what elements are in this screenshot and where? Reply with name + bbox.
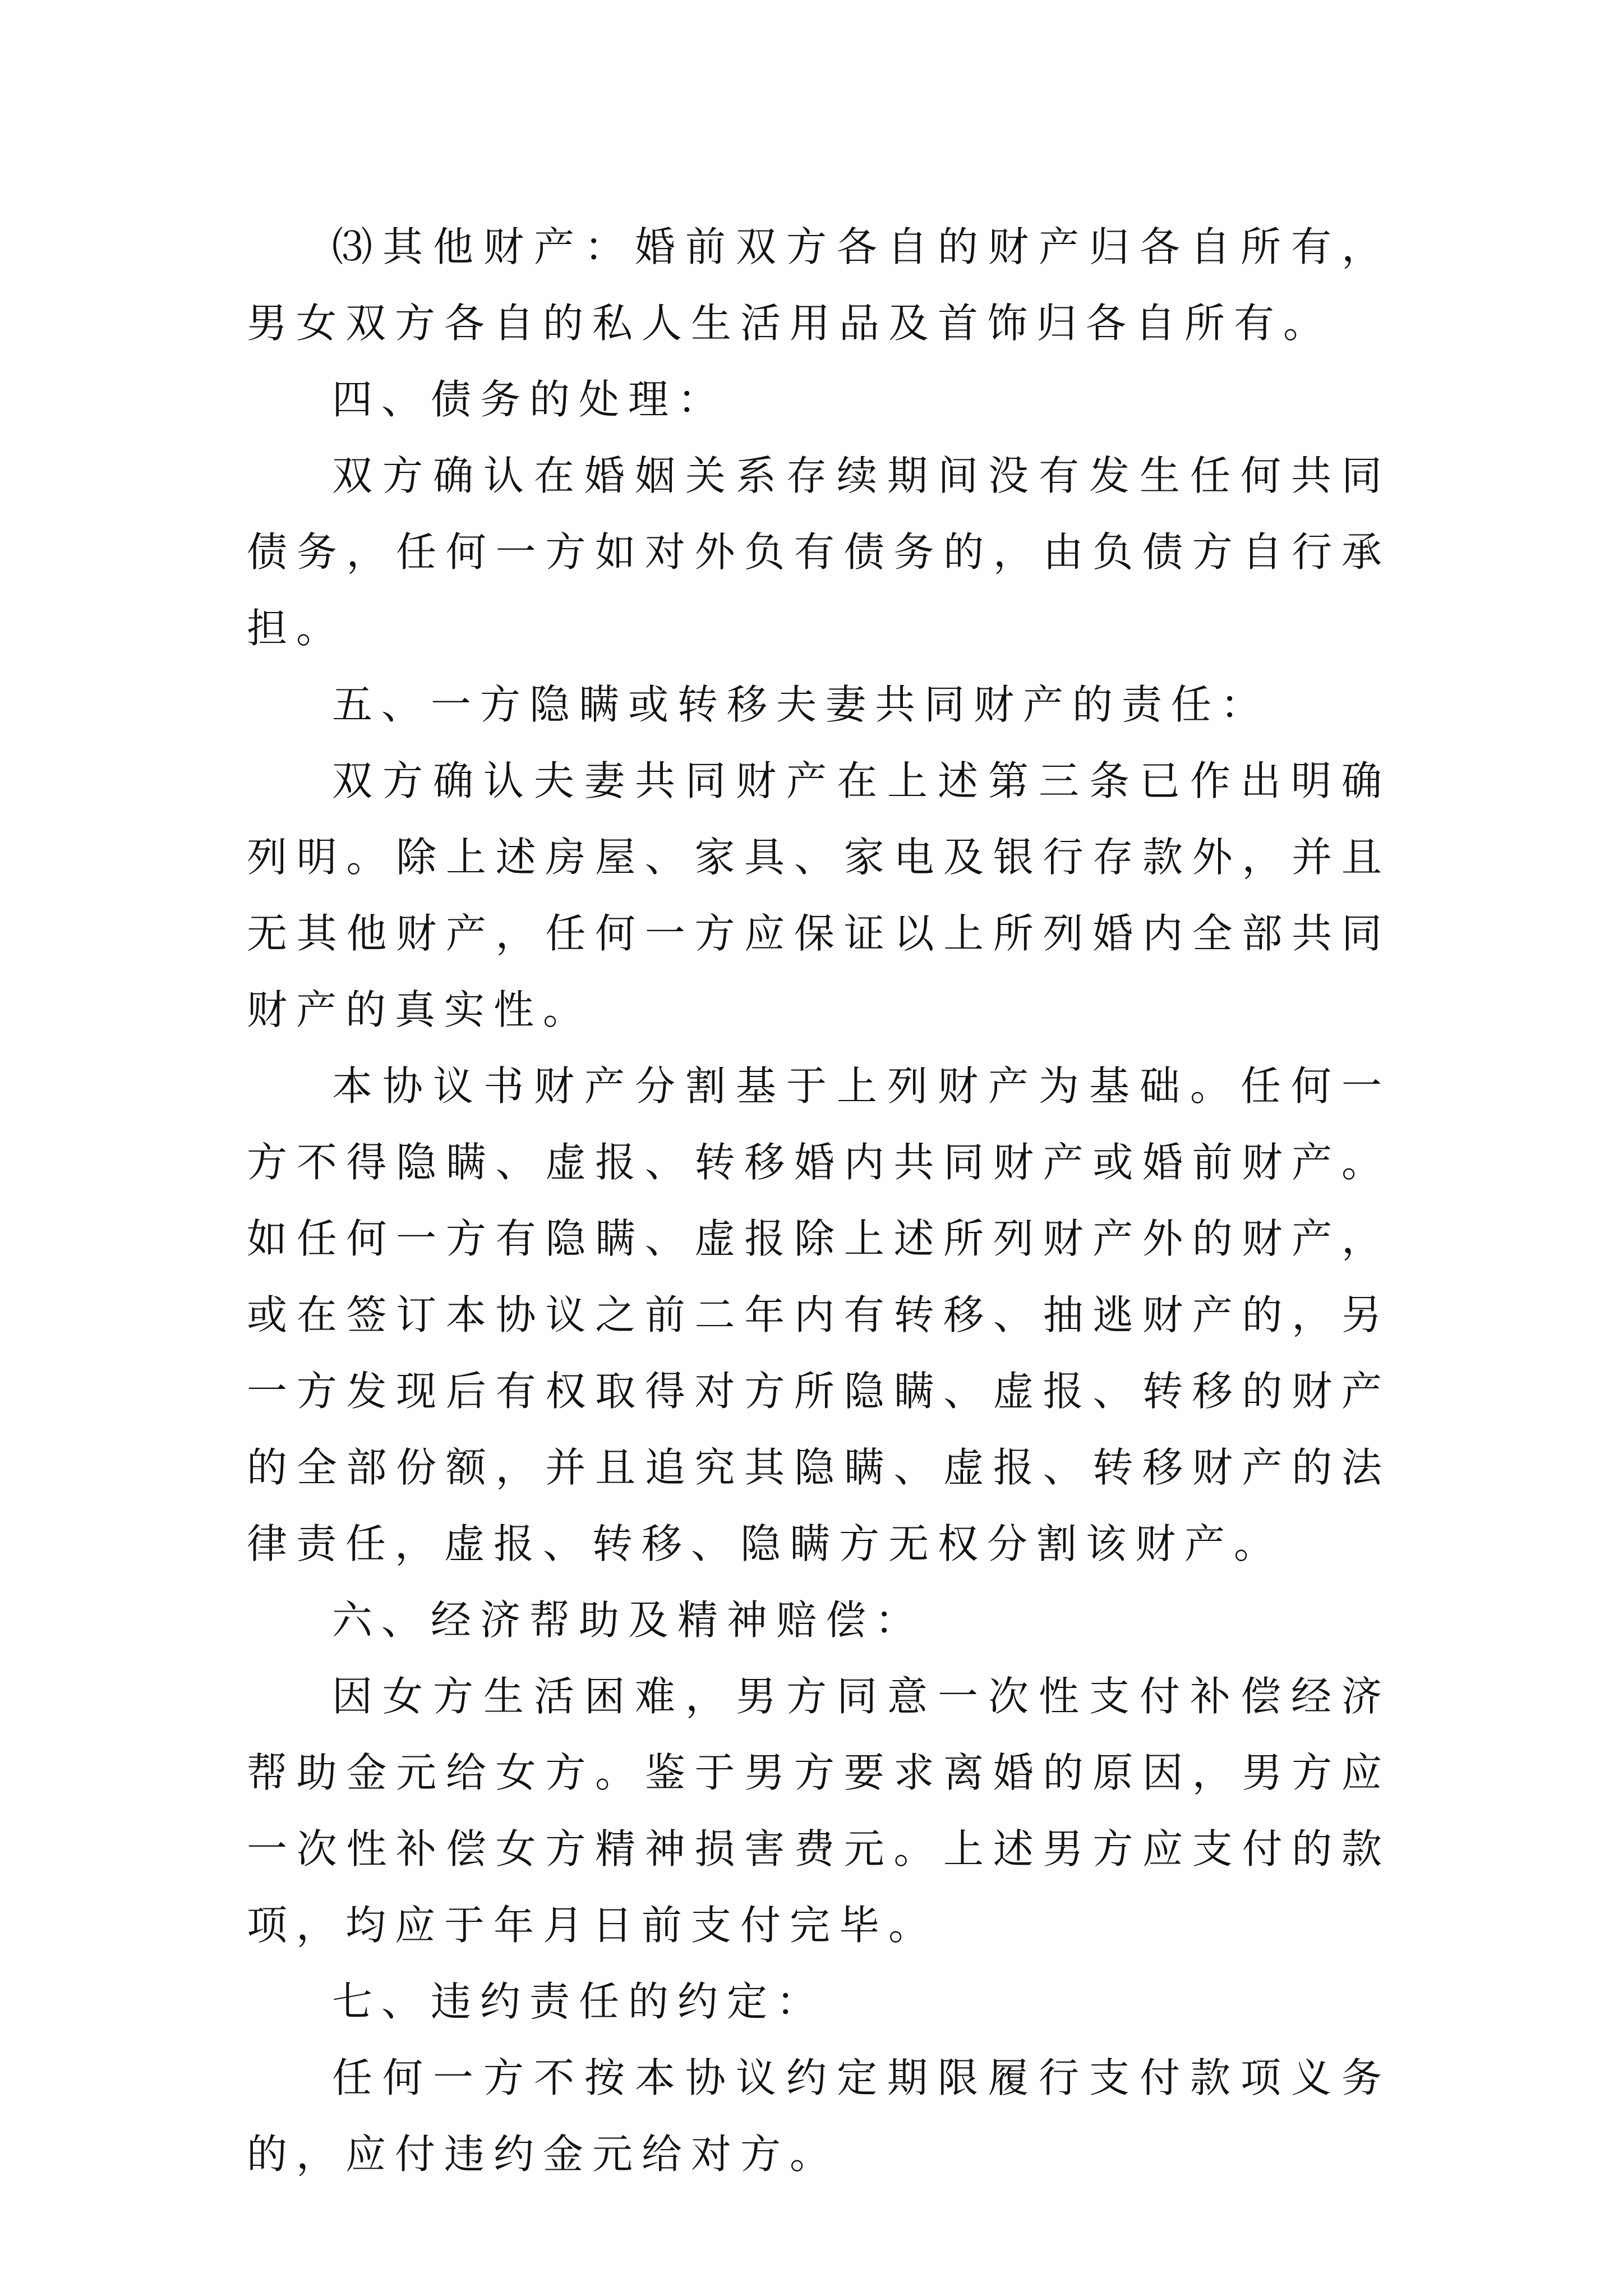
heading-concealment-liability: 五、一方隐瞒或转移夫妻共同财产的责任： <box>332 681 1270 728</box>
document-body <box>247 209 1391 2192</box>
paragraph-property-division-basis: 本协议书财产分割基于上列财产为基础。任何一方不得隐瞒、虚报、转移婚内共同财产或婚前财产。如任何一方有隐瞒、虚报除上述所列财产外的财产，或在签订本协议之前二年内有转移、抽逃财产的，另一方发现后有权取得对方所隐瞒、虚报、转移的财产的全部份额，并且追究其隐瞒、虚报、转移财产的法律责任，虚报、转移、隐瞒方无权分割该财产。 <box>247 1062 1391 1567</box>
heading-economic-assistance: 六、经济帮助及精神赔偿： <box>332 1596 925 1644</box>
paragraph-debt-confirmation: 双方确认在婚姻关系存续期间没有发生任何共同债务，任何一方如对外负有债务的，由负债方自行承担。 <box>247 452 1391 652</box>
paragraph-penalty: 任何一方不按本协议约定期限履行支付款项义务的，应付违约金元给对方。 <box>247 2054 1391 2178</box>
paragraph-compensation: 因女方生活困难，男方同意一次性支付补偿经济帮助金元给女方。鉴于男方要求离婚的原因，男方应一次性补偿女方精神损害费元。上述男方应支付的款项，均应于年月日前支付完毕。 <box>247 1673 1391 1949</box>
heading-breach-liability: 七、违约责任的约定： <box>332 1978 826 2025</box>
paragraph-joint-property-confirmation: 双方确认夫妻共同财产在上述第三条已作出明确列明。除上述房屋、家具、家电及银行存款外，并且无其他财产，任何一方应保证以上所列婚内全部共同财产的真实性。 <box>247 757 1391 1033</box>
heading-debt-handling: 四、债务的处理： <box>332 376 727 423</box>
paragraph-other-property: ⑶其他财产：婚前双方各自的财产归各自所有，男女双方各自的私人生活用品及首饰归各自所有。 <box>247 223 1391 347</box>
